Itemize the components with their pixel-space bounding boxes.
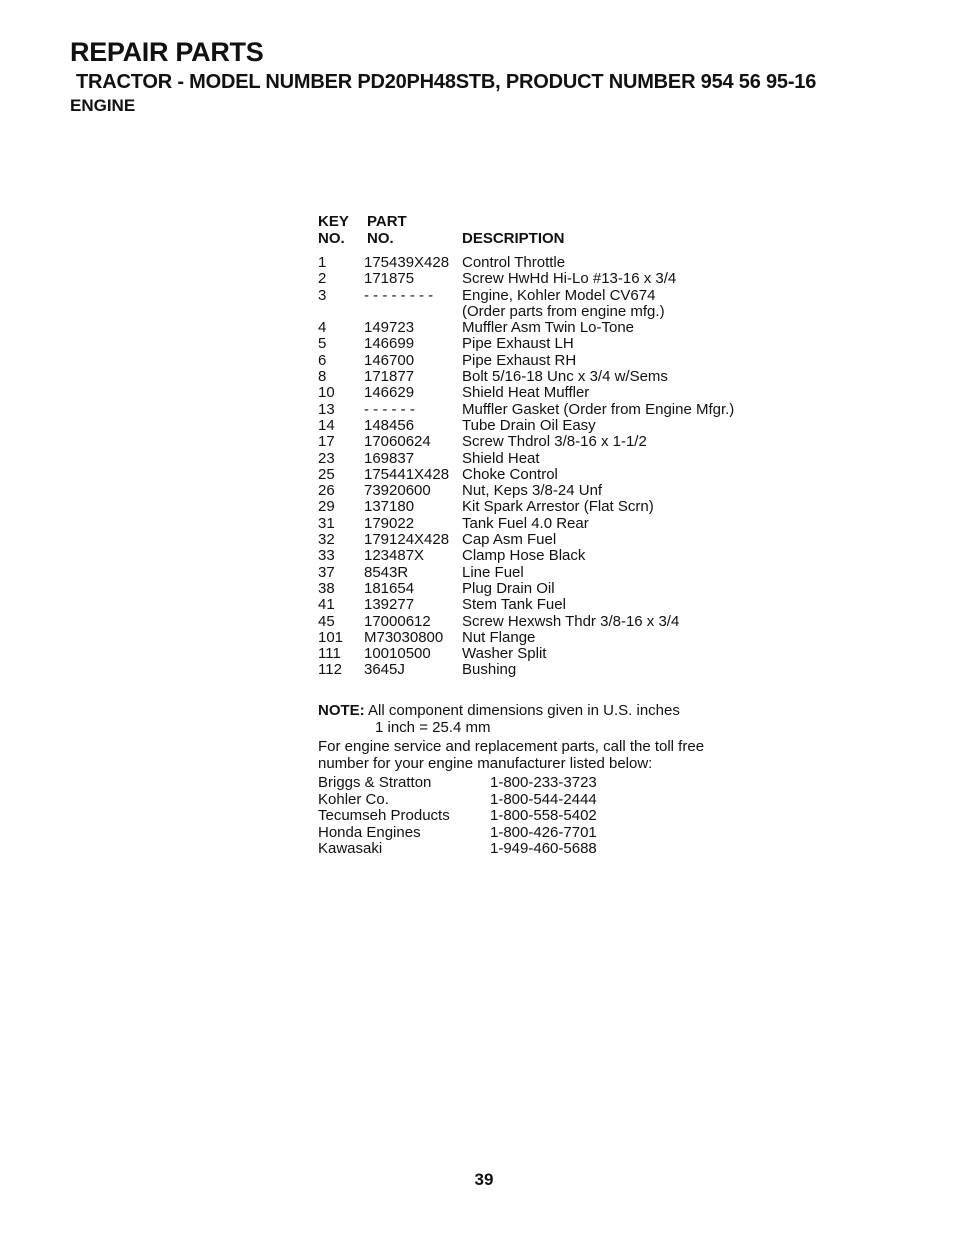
description-header: DESCRIPTION <box>462 230 565 247</box>
part-description <box>462 597 566 613</box>
description-line: Nut Flange <box>462 628 536 646</box>
part-description <box>462 467 558 483</box>
key-number: 32 <box>318 531 335 549</box>
part-description <box>462 336 574 352</box>
key-header-line2: NO. <box>318 230 345 247</box>
key-number: 101 <box>318 628 344 646</box>
part-description <box>462 581 555 597</box>
key-number: 26 <box>318 482 335 500</box>
description-line: Tank Fuel 4.0 Rear <box>462 514 589 532</box>
part-number: 175441X428 <box>364 465 450 483</box>
key-number: 4 <box>318 319 327 337</box>
key-number: 5 <box>318 335 327 353</box>
part-number: 171877 <box>364 368 415 386</box>
description-line: Engine, Kohler Model CV674 <box>462 286 656 304</box>
note-conversion: 1 inch = 25.4 mm <box>375 718 491 736</box>
part-description <box>462 402 734 418</box>
part-description <box>462 353 576 369</box>
part-description <box>462 499 654 515</box>
part-column-header <box>367 213 462 247</box>
key-number: 25 <box>318 465 335 483</box>
key-number: 1 <box>318 254 327 271</box>
table-row <box>318 320 734 336</box>
key-number: 37 <box>318 563 335 581</box>
description-line: Screw Hexwsh Thdr 3/8-16 x 3/4 <box>462 612 680 630</box>
table-row <box>318 614 734 630</box>
table-body <box>318 255 734 679</box>
description-line: Washer Split <box>462 645 547 663</box>
contact-row <box>318 775 704 792</box>
description-column-header <box>462 213 565 247</box>
note-label: NOTE: <box>318 702 365 719</box>
phone-number: 1-800-233-3723 <box>490 774 597 791</box>
contact-row <box>318 825 704 842</box>
part-number: - - - - - - <box>364 400 415 418</box>
description-line: Line Fuel <box>462 563 524 581</box>
key-number: 45 <box>318 612 335 630</box>
key-header-line1: KEY <box>318 213 349 230</box>
table-row <box>318 499 734 515</box>
key-number: 111 <box>318 645 341 663</box>
part-number: 179022 <box>364 514 415 532</box>
key-number: 112 <box>318 661 342 679</box>
part-description <box>462 434 647 450</box>
part-number: 123487X <box>364 547 425 565</box>
page-subtitle: TRACTOR - MODEL NUMBER PD20PH48STB, PRODUCT NUMBER 954 56 95-16 <box>76 71 817 93</box>
table-row <box>318 418 734 434</box>
contact-row <box>318 841 704 858</box>
part-number: 73920600 <box>364 482 431 500</box>
description-line: Tube Drain Oil Easy <box>462 416 596 434</box>
note <box>318 703 704 720</box>
key-number: 8 <box>318 368 327 386</box>
description-line: Pipe Exhaust RH <box>462 351 577 369</box>
phone-number: 1-800-558-5402 <box>490 807 597 824</box>
part-number: M73030800 <box>364 628 444 646</box>
service-line-2: number for your engine manufacturer listed below: <box>318 754 653 772</box>
part-header-line1: PART <box>367 213 407 230</box>
part-number: 17000612 <box>364 612 431 630</box>
parts-table <box>318 213 734 679</box>
description-line: Screw Thdrol 3/8-16 x 1-1/2 <box>462 433 647 451</box>
table-row <box>318 483 734 499</box>
description-line: Clamp Hose Black <box>462 547 586 565</box>
table-row <box>318 646 734 662</box>
part-number: 149723 <box>364 319 415 337</box>
section-title: ENGINE <box>70 96 136 115</box>
manufacturer-name: Kohler Co. <box>318 790 389 808</box>
table-row <box>318 402 734 418</box>
part-description <box>462 483 602 499</box>
table-row <box>318 581 734 597</box>
part-number: 139277 <box>364 596 415 614</box>
manufacturer-name: Kawasaki <box>318 840 383 857</box>
table-row <box>318 451 734 467</box>
description-line: Pipe Exhaust LH <box>462 335 574 353</box>
key-number: 23 <box>318 449 335 467</box>
description-line: Choke Control <box>462 465 558 483</box>
part-description <box>462 418 596 434</box>
part-number: 146699 <box>364 335 415 353</box>
table-row <box>318 467 734 483</box>
part-number: 146629 <box>364 384 415 402</box>
part-description <box>462 320 634 336</box>
part-number: 137180 <box>364 498 415 516</box>
manufacturer-name: Tecumseh Products <box>318 807 450 824</box>
description-line: Bolt 5/16-18 Unc x 3/4 w/Sems <box>462 368 668 386</box>
part-description <box>462 451 540 467</box>
table-row <box>318 271 734 287</box>
key-number: 33 <box>318 547 335 565</box>
part-description <box>462 516 589 532</box>
part-number: 169837 <box>364 449 415 467</box>
part-description <box>462 548 585 564</box>
service-info <box>318 739 704 772</box>
part-number: 179124X428 <box>364 531 450 549</box>
contact-row <box>318 808 704 825</box>
service-line-1: For engine service and replacement parts, call the toll free <box>318 738 705 755</box>
manufacturer-name: Briggs & Stratton <box>318 774 432 791</box>
description-line: Muffler Gasket (Order from Engine Mfgr.) <box>462 400 735 418</box>
part-description <box>462 630 535 646</box>
part-description <box>462 288 665 321</box>
description-continuation: (Order parts from engine mfg.) <box>462 302 665 320</box>
description-line: Nut, Keps 3/8-24 Unf <box>462 482 603 500</box>
key-number: 14 <box>318 416 335 434</box>
table-row <box>318 336 734 352</box>
part-header-line2: NO. <box>367 230 394 247</box>
part-description <box>462 646 546 662</box>
description-line: Shield Heat Muffler <box>462 384 590 402</box>
part-number: 8543R <box>364 563 409 581</box>
table-row <box>318 662 734 678</box>
key-number: 38 <box>318 579 335 597</box>
table-row <box>318 255 734 271</box>
part-description <box>462 385 589 401</box>
contact-row <box>318 792 704 809</box>
phone-number: 1-800-426-7701 <box>490 823 597 841</box>
part-number: 148456 <box>364 416 415 434</box>
table-row <box>318 548 734 564</box>
table-row <box>318 516 734 532</box>
part-number: 181654 <box>364 579 415 597</box>
notes-section <box>318 703 704 858</box>
key-number: 41 <box>318 596 335 614</box>
note-text: All component dimensions given in U.S. inches <box>368 702 680 719</box>
part-number: 171875 <box>364 270 415 288</box>
part-number: - - - - - - - - <box>364 286 434 304</box>
part-number: 17060624 <box>364 433 431 451</box>
key-number: 6 <box>318 351 327 369</box>
table-row <box>318 630 734 646</box>
key-number: 13 <box>318 400 335 418</box>
key-number: 10 <box>318 384 335 402</box>
table-row <box>318 353 734 369</box>
part-description <box>462 662 516 678</box>
part-number: 175439X428 <box>364 254 450 271</box>
description-line: Control Throttle <box>462 254 566 271</box>
table-row <box>318 434 734 450</box>
table-row <box>318 532 734 548</box>
table-row <box>318 385 734 401</box>
part-description <box>462 271 676 287</box>
part-number: 10010500 <box>364 645 431 663</box>
part-description <box>462 369 668 385</box>
key-column-header <box>318 213 367 247</box>
phone-number: 1-800-544-2444 <box>490 790 597 808</box>
description-line: Plug Drain Oil <box>462 579 555 597</box>
manufacturer-name: Honda Engines <box>318 823 421 841</box>
key-number: 2 <box>318 270 327 288</box>
table-row <box>318 565 734 581</box>
phone-number: 1-949-460-5688 <box>490 840 597 857</box>
table-row <box>318 597 734 613</box>
description-line: Kit Spark Arrestor (Flat Scrn) <box>462 498 654 516</box>
table-row <box>318 288 734 321</box>
description-line: Screw HwHd Hi-Lo #13-16 x 3/4 <box>462 270 677 288</box>
part-description <box>462 565 524 581</box>
description-line: Cap Asm Fuel <box>462 531 557 549</box>
page-title: REPAIR PARTS <box>70 37 264 67</box>
part-description <box>462 532 556 548</box>
page-number: 39 <box>474 1170 494 1189</box>
key-number: 29 <box>318 498 335 516</box>
key-number: 17 <box>318 433 335 451</box>
part-description <box>462 255 565 271</box>
description-line: Muffler Asm Twin Lo-Tone <box>462 319 635 337</box>
table-row <box>318 369 734 385</box>
description-line: Bushing <box>462 661 517 679</box>
part-number: 146700 <box>364 351 415 369</box>
part-number: 3645J <box>364 661 405 679</box>
description-line: Shield Heat <box>462 449 540 467</box>
manufacturer-contacts <box>318 775 704 858</box>
description-line: Stem Tank Fuel <box>462 596 566 614</box>
page-header <box>70 36 816 117</box>
key-number: 31 <box>318 514 335 532</box>
key-number: 3 <box>318 286 327 304</box>
part-description <box>462 614 679 630</box>
table-header <box>318 213 734 247</box>
